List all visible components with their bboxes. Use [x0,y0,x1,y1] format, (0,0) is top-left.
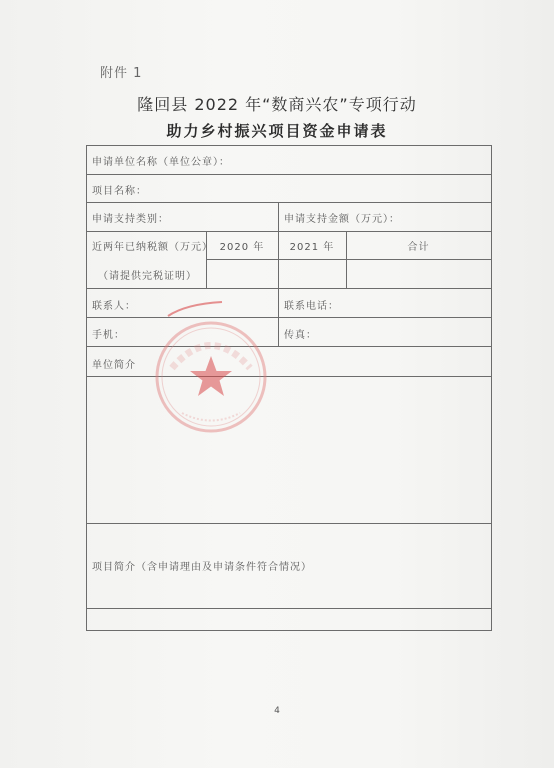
mobile-label: 手机： [92,330,125,341]
project-name-label: 项目名称： [92,186,147,197]
column-divider [278,288,279,346]
official-seal-stamp [152,318,270,436]
total-header: 合计 [407,242,430,253]
title-line-2: 助力乡村振兴项目资金申请表 [166,122,388,140]
table-border-right [491,145,492,631]
support-amount-label: 申请支持金额（万元）： [284,214,400,225]
row-divider [86,523,492,524]
contact-phone-label: 联系电话： [284,301,339,312]
table-border-top [86,145,492,146]
row-divider [86,288,492,289]
signature-stroke [166,298,226,320]
row-divider [86,174,492,175]
row-divider [86,346,492,347]
contact-label: 联系人： [92,301,136,312]
applicant-unit-label: 申请单位名称（单位公章）： [92,157,230,168]
fax-label: 传真： [284,330,317,341]
row-divider [86,376,492,377]
attachment-label: 附件 1 [100,66,143,81]
support-category-label: 申请支持类别： [92,214,169,225]
column-divider [278,202,279,231]
tax-paid-label: 近两年已纳税额（万元） [92,242,213,253]
row-divider [86,317,492,318]
row-divider [206,259,492,260]
year-2020-header: 2020 年 [219,242,265,253]
year-2021-header: 2021 年 [289,242,335,253]
tax-proof-note: （请提供完税证明） [98,271,197,282]
row-divider [86,608,492,609]
project-intro-label: 项目简介（含申请理由及申请条件符合情况） [92,562,312,573]
title-line-1: 隆回县 2022 年“数商兴农”专项行动 [137,95,417,114]
row-divider [86,202,492,203]
table-border-bottom [86,630,492,631]
page-number: 4 [274,706,280,716]
unit-intro-label: 单位简介 [92,360,136,371]
row-divider [86,231,492,232]
table-border-left [86,145,87,631]
